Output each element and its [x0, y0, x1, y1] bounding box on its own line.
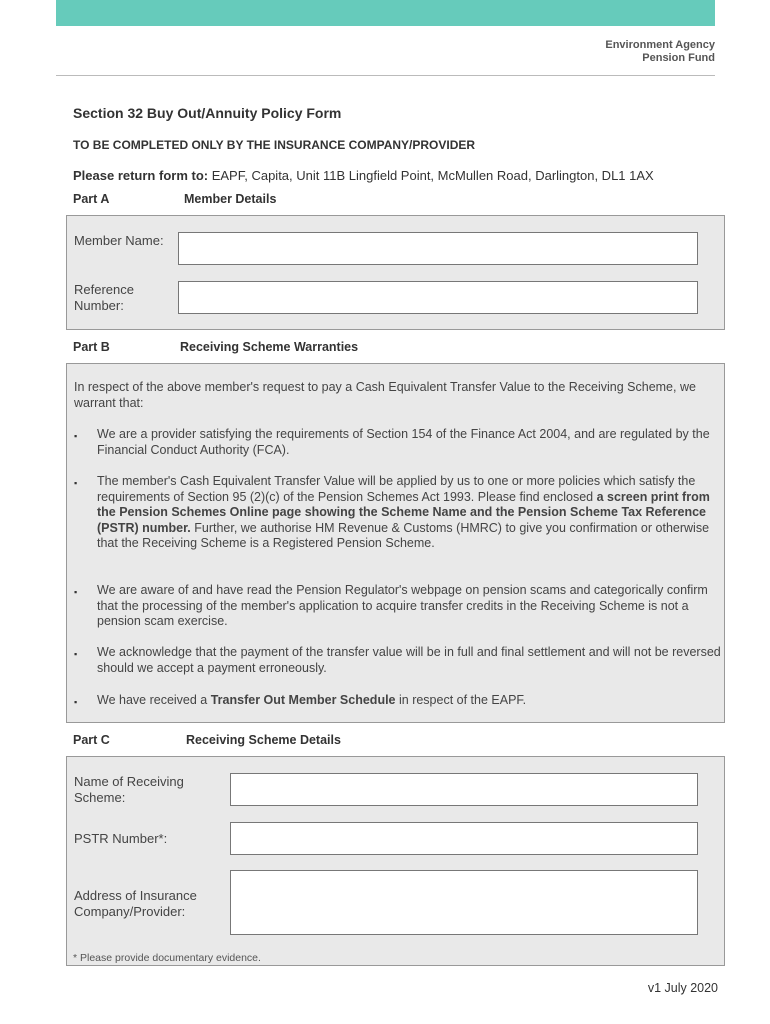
reference-number-input[interactable]: [178, 281, 698, 314]
scheme-name-input[interactable]: [230, 773, 698, 806]
receiving-scheme-section: [66, 756, 725, 966]
page-title: Section 32 Buy Out/Annuity Policy Form: [73, 105, 342, 121]
reference-number-label: Reference Number:: [74, 282, 134, 313]
member-details-section: [66, 215, 725, 330]
warranties-intro: In respect of the above member's request to pay a Cash Equivalent Transfer Value to the Receiving Scheme, we warrant that:: [74, 380, 696, 410]
warranty-item: We have received a Transfer Out Member Schedule in respect of the EAPF.: [97, 693, 527, 707]
part-a-heading: Member Details: [184, 192, 277, 206]
org-line-2: Pension Fund: [642, 52, 715, 64]
return-address-text: EAPF, Capita, Unit 11B Lingfield Point, McMullen Road, Darlington, DL1 1AX: [211, 168, 654, 183]
pstr-number-input[interactable]: [230, 822, 698, 855]
divider: [56, 75, 715, 76]
member-name-input[interactable]: [178, 232, 698, 265]
warranty-item: We are a provider satisfying the requirements of Section 154 of the Finance Act 2004, and are regulated by the Financial Conduct Authority (FCA).: [97, 427, 710, 457]
part-c-label: Part C: [73, 733, 110, 747]
provider-address-input[interactable]: [230, 870, 698, 935]
header-band: [56, 0, 715, 26]
scheme-name-label: Name of Receiving Scheme:: [74, 774, 184, 805]
bullet-icon: ▪: [74, 478, 78, 488]
warranty-item: We are aware of and have read the Pension Regulator's webpage on pension scams and categorically confirm that the processing of the member's application to acquire transfer credits in the Receiving Scheme is not a pension scam exercise.: [97, 583, 708, 628]
return-label: Please return form to:: [73, 168, 209, 183]
part-b-label: Part B: [73, 340, 110, 354]
part-a-label: Part A: [73, 192, 110, 206]
org-line-1: Environment Agency: [605, 39, 715, 51]
part-c-heading: Receiving Scheme Details: [186, 733, 341, 747]
bullet-icon: ▪: [74, 587, 78, 597]
version-label: v1 July 2020: [647, 981, 718, 995]
subtitle: TO BE COMPLETED ONLY BY THE INSURANCE COMPANY/PROVIDER: [73, 138, 476, 152]
pstr-number-label: PSTR Number*:: [74, 831, 168, 846]
organisation-name: [605, 39, 715, 65]
warranties-section: [66, 363, 725, 723]
bullet-icon: ▪: [74, 697, 78, 707]
footnote: * Please provide documentary evidence.: [73, 952, 261, 964]
return-address: [73, 168, 654, 183]
member-name-label: Member Name:: [74, 233, 164, 248]
bullet-icon: ▪: [74, 431, 78, 441]
provider-address-label: Address of Insurance Company/Provider:: [74, 888, 197, 919]
warranty-item: We acknowledge that the payment of the transfer value will be in full and final settlement and will not be reversed should we accept a payment erroneously.: [97, 645, 721, 675]
part-b-heading: Receiving Scheme Warranties: [180, 340, 359, 354]
bullet-icon: ▪: [74, 649, 78, 659]
warranty-item: The member's Cash Equivalent Transfer Value will be applied by us to one or more policies which satisfy the requirements of Section 95 (2)(c) of the Pension Schemes Act 1993. Please find enclosed a screen print from the Pension Schemes Online page showing the Scheme Name and the Pension Scheme Tax Reference (PSTR) number. Further, we authorise HM Revenue & Customs (HMRC) to give you confirmation or otherwise that the Receiving Scheme is a Registered Pension Scheme.: [97, 474, 710, 550]
